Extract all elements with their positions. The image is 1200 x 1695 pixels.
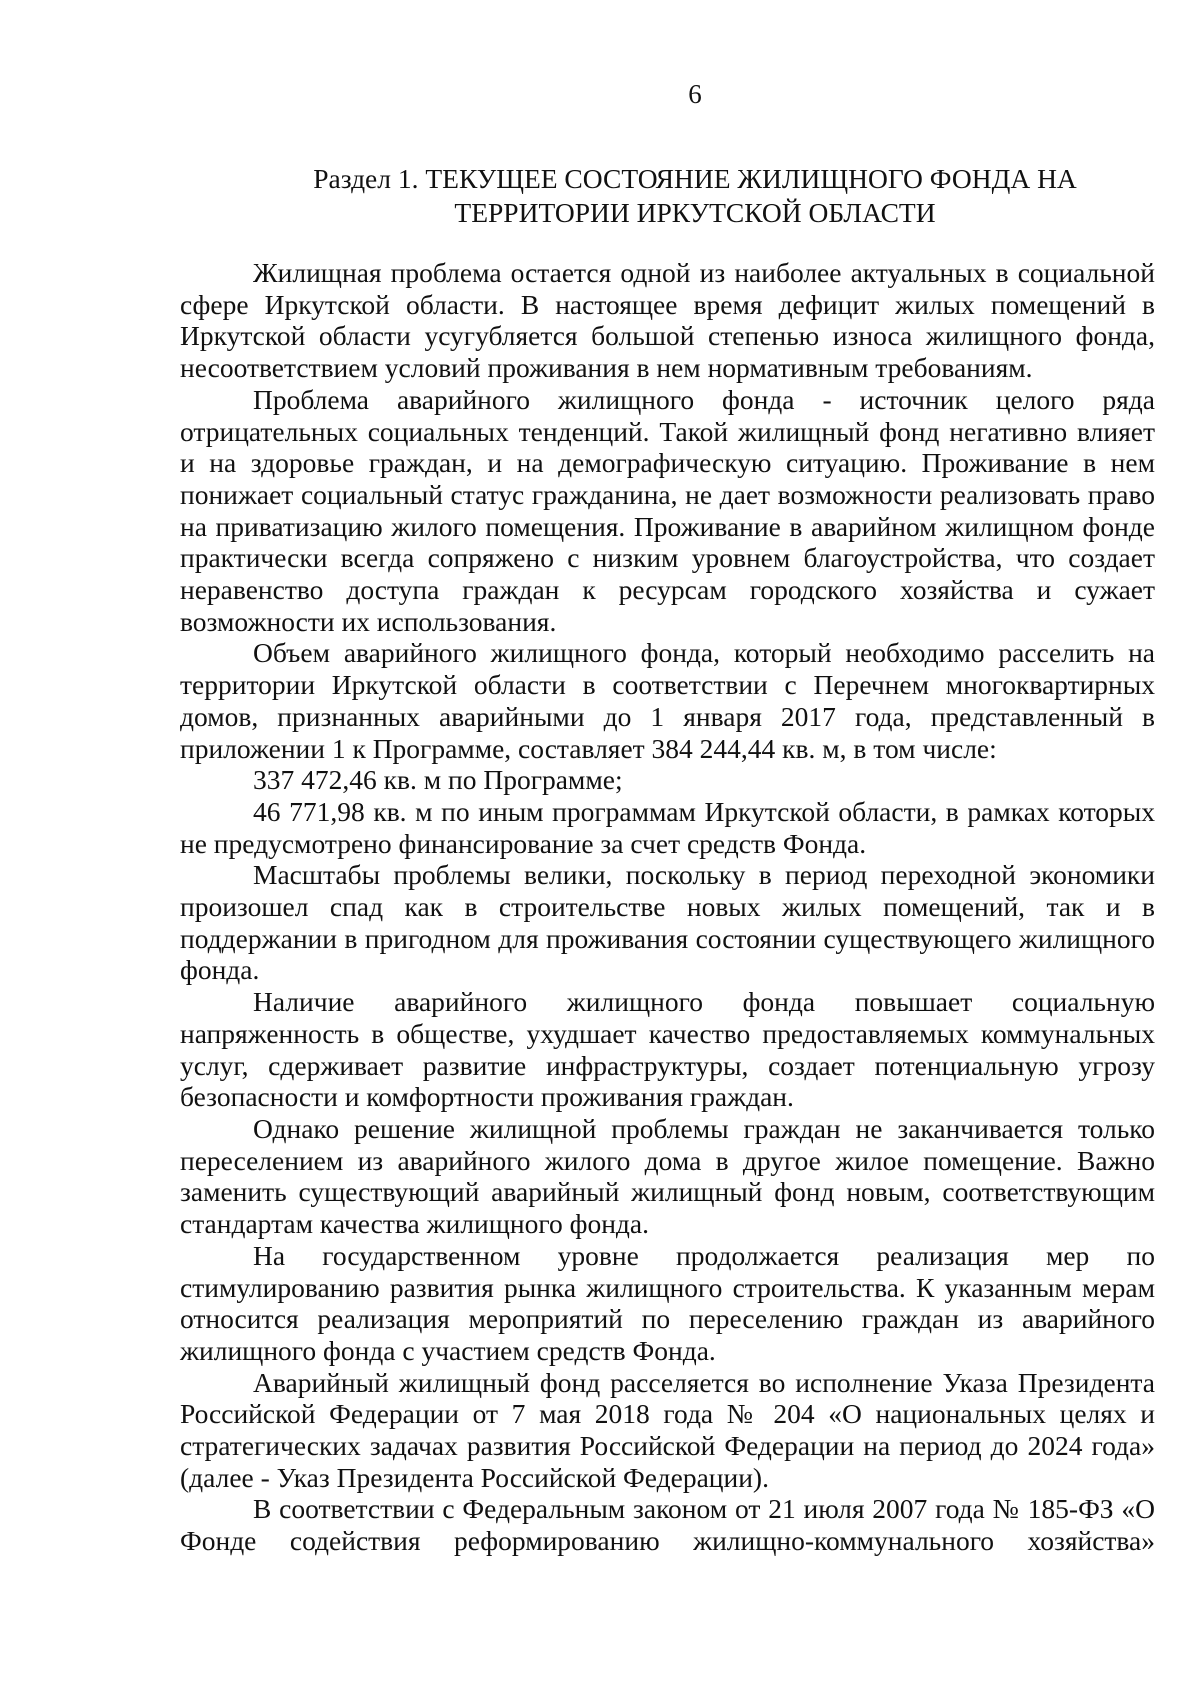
paragraph: Однако решение жилищной проблемы граждан не заканчивается только переселением из аварийного жилого дома в другое жилое помещение. Важно заменить существующий аварийный жилищный фонд новым, соответствующим стандартам качества жилищного фонда.: [180, 1112, 1155, 1240]
section-heading-line-1: Раздел 1. ТЕКУЩЕЕ СОСТОЯНИЕ ЖИЛИЩНОГО ФОНДА НА: [313, 163, 1077, 194]
paragraph: Объем аварийного жилищного фонда, который необходимо расселить на территории Иркутской области в соответствии с Перечнем многоквартирных домов, признанных аварийными до 1 января 2017 года, представленный в приложении 1 к Программе, составляет 384 244,44 кв. м, в том числе:: [180, 637, 1155, 764]
paragraph: 337 472,46 кв. м по Программе;: [253, 764, 623, 796]
section-heading-line-2: ТЕРРИТОРИИ ИРКУТСКОЙ ОБЛАСТИ: [454, 197, 936, 228]
paragraph: Масштабы проблемы велики, поскольку в период переходной экономики произошел спад как в строительстве новых жилых помещений, так и в поддержании в пригодном для проживания состоянии существующего жилищного фонда.: [180, 859, 1155, 986]
section-heading: [250, 162, 1140, 230]
paragraph: Проблема аварийного жилищного фонда - источник целого ряда отрицательных социальных тенденций. Такой жилищный фонд негативно влияет и на здоровье граждан, и на демографическую ситуацию. Проживание в нем понижает социальный статус гражданина, не дает возможности реализовать право на приватизацию жилого помещения. Проживание в аварийном жилищном фонде практически всегда сопряжено с низким уровнем благоустройства, что создает неравенство доступа граждан к ресурсам городского хозяйства и сужает возможности их использования.: [180, 383, 1155, 637]
paragraph: В соответствии с Федеральным законом от 21 июля 2007 года № 185-ФЗ «О Фонде содействия реформированию жилищно-коммунального хозяйства»: [180, 1493, 1155, 1557]
paragraph: Жилищная проблема остается одной из наиболее актуальных в социальной сфере Иркутской области. В настоящее время дефицит жилых помещений в Иркутской области усугубляется большой степенью износа жилищного фонда, несоответствием условий проживания в нем нормативным требованиям.: [180, 257, 1155, 384]
paragraph: Аварийный жилищный фонд расселяется во исполнение Указа Президента Российской Федерации от 7 мая 2018 года № 204 «О национальных целях и стратегических задачах развития Российской Федерации на период до 2024 года» (далее - Указ Президента Российской Федерации).: [180, 1366, 1155, 1493]
paragraph: Наличие аварийного жилищного фонда повышает социальную напряженность в обществе, ухудшает качество предоставляемых коммунальных услуг, сдерживает развитие инфраструктуры, создает потенциальную угрозу безопасности и комфортности проживания граждан.: [180, 986, 1155, 1113]
paragraph: 46 771,98 кв. м по иным программам Иркутской области, в рамках которых не предусмотрено финансирование за счет средств Фонда.: [180, 795, 1155, 859]
paragraph: На государственном уровне продолжается реализация мер по стимулированию развития рынка жилищного строительства. К указанным мерам относится реализация мероприятий по переселению граждан из аварийного жилищного фонда с участием средств Фонда.: [180, 1239, 1155, 1366]
body-text: [180, 257, 1155, 1557]
page-number: 6: [688, 79, 702, 109]
